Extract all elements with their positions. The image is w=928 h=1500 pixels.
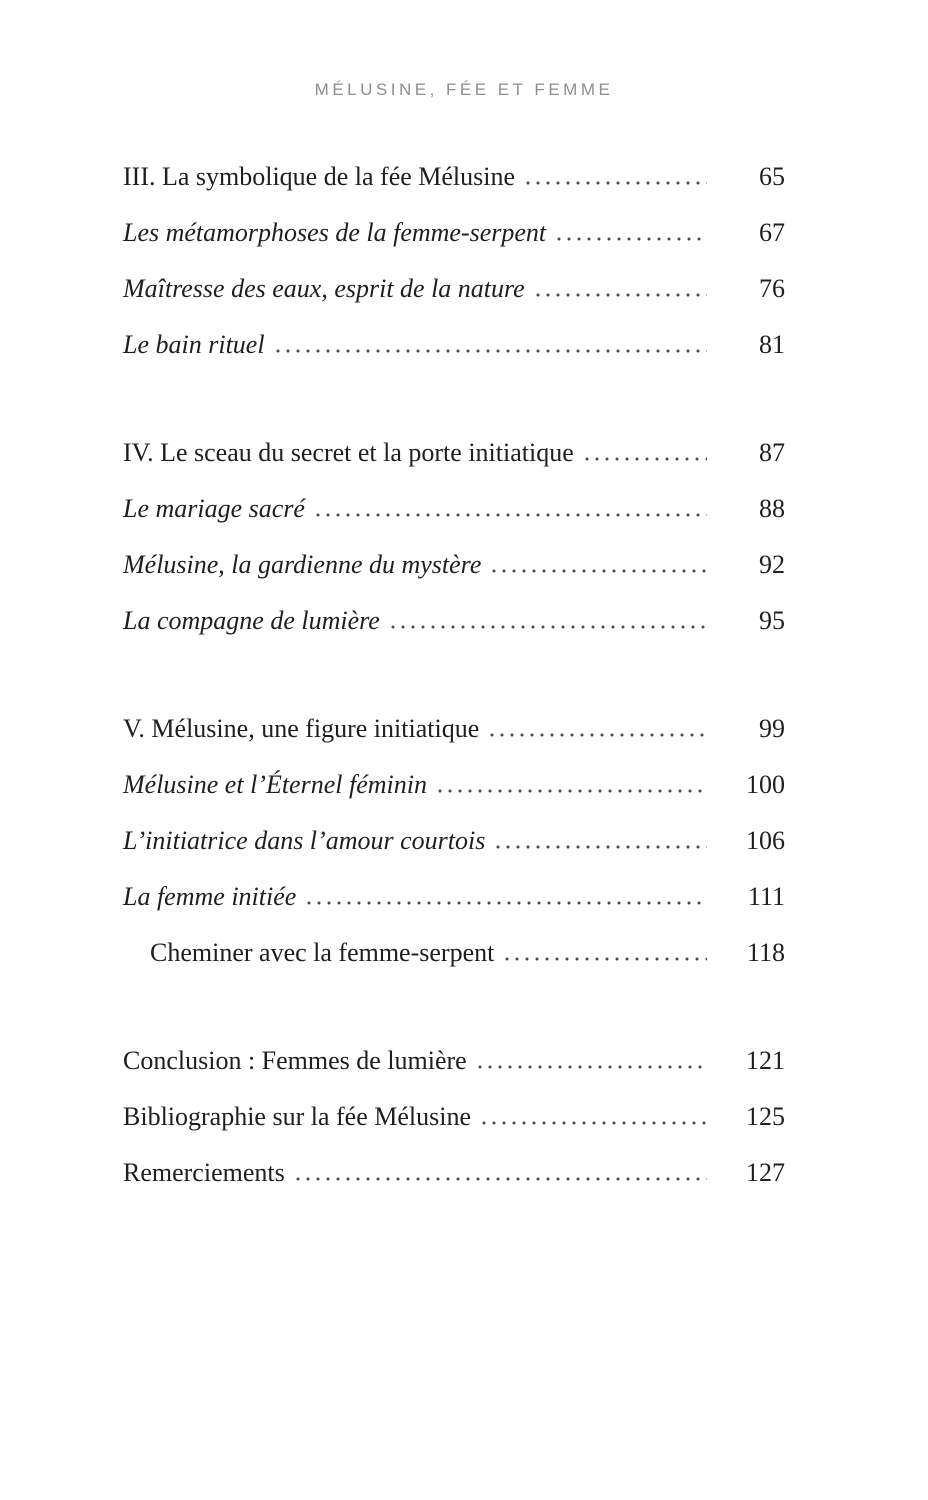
dot-leader <box>523 181 707 185</box>
dot-leader <box>435 789 707 793</box>
toc-entry <box>123 317 785 373</box>
toc-entry-page: 100 <box>746 770 785 799</box>
toc-entry-title: Mélusine et l’Éternel féminin <box>123 770 427 799</box>
toc-entry-title: L’initiatrice dans l’amour courtois <box>123 826 486 855</box>
dot-leader <box>502 957 707 961</box>
toc-entry-page: 87 <box>759 438 785 467</box>
toc-entry <box>123 869 785 925</box>
toc-entry <box>123 757 785 813</box>
dot-leader <box>293 1177 707 1181</box>
dot-leader <box>487 733 707 737</box>
dot-leader <box>479 1121 707 1125</box>
toc-entry-page: 81 <box>759 330 785 359</box>
toc-entry <box>123 537 785 593</box>
toc-entry <box>123 261 785 317</box>
toc-entry <box>123 593 785 649</box>
dot-leader <box>273 349 707 353</box>
toc-entry-title: La femme initiée <box>123 882 297 911</box>
table-of-contents <box>123 149 785 1253</box>
toc-entry-title: Le bain rituel <box>123 330 265 359</box>
toc-entry-page: 127 <box>746 1158 785 1187</box>
toc-entry-title: Mélusine, la gardienne du mystère <box>123 550 482 579</box>
dot-leader <box>304 901 707 905</box>
running-header-title: MÉLUSINE, FÉE ET FEMME <box>314 80 614 99</box>
toc-entry-title: Conclusion : Femmes de lumière <box>123 1046 467 1075</box>
toc-entry <box>123 701 785 757</box>
toc-entry-page: 95 <box>759 606 785 635</box>
dot-leader <box>554 237 707 241</box>
toc-entry-title: Le mariage sacré <box>123 494 305 523</box>
toc-group <box>123 701 785 981</box>
toc-entry-title: IV. Le sceau du secret et la porte initiatique <box>123 438 574 467</box>
toc-entry-page: 88 <box>759 494 785 523</box>
dot-leader <box>533 293 707 297</box>
toc-entry <box>123 1089 785 1145</box>
dot-leader <box>388 625 707 629</box>
toc-entry-page: 118 <box>746 938 785 967</box>
toc-entry <box>123 925 785 981</box>
toc-entry-title: III. La symbolique de la fée Mélusine <box>123 162 516 191</box>
dot-leader <box>475 1065 707 1069</box>
toc-entry <box>123 1145 785 1201</box>
toc-entry <box>123 205 785 261</box>
toc-entry-title: Maîtresse des eaux, esprit de la nature <box>123 274 525 303</box>
toc-entry-title: La compagne de lumière <box>123 606 380 635</box>
toc-group <box>123 425 785 649</box>
toc-entry-page: 65 <box>759 162 785 191</box>
toc-entry <box>123 149 785 205</box>
toc-entry-page: 121 <box>746 1046 785 1075</box>
toc-entry-page: 106 <box>746 826 785 855</box>
toc-entry-title: Les métamorphoses de la femme-serpent <box>123 218 547 247</box>
dot-leader <box>493 845 707 849</box>
toc-entry <box>123 481 785 537</box>
toc-entry-page: 99 <box>759 714 785 743</box>
dot-leader <box>582 457 707 461</box>
toc-entry-page: 92 <box>759 550 785 579</box>
toc-entry-page: 76 <box>759 274 785 303</box>
toc-group <box>123 149 785 373</box>
toc-entry-title: Remerciements <box>123 1158 285 1187</box>
toc-entry-page: 67 <box>759 218 785 247</box>
toc-entry-page: 125 <box>746 1102 785 1131</box>
dot-leader <box>313 513 707 517</box>
dot-leader <box>489 569 707 573</box>
toc-group <box>123 1033 785 1201</box>
toc-entry-title: Cheminer avec la femme-serpent <box>150 938 495 967</box>
toc-entry-title: Bibliographie sur la fée Mélusine <box>123 1102 472 1131</box>
toc-entry-page: 111 <box>747 882 785 911</box>
toc-entry-title: V. Mélusine, une figure initiatique <box>123 714 480 743</box>
toc-entry <box>123 813 785 869</box>
toc-entry <box>123 425 785 481</box>
toc-entry <box>123 1033 785 1089</box>
